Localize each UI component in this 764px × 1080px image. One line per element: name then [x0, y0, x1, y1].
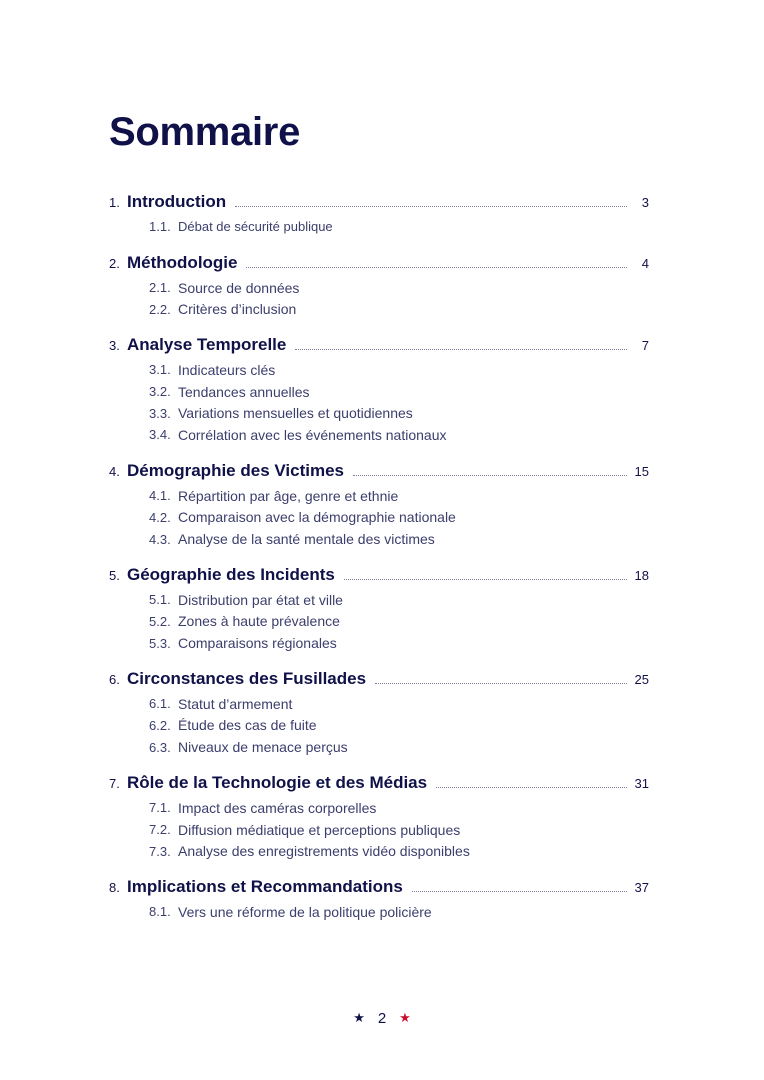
toc-subsection-entry[interactable]	[109, 277, 649, 299]
subsection-number: 7.3.	[149, 843, 171, 859]
subsection-title: Distribution par état et ville	[178, 591, 343, 608]
toc-section	[109, 459, 649, 550]
subsection-number: 3.2.	[149, 384, 171, 400]
toc-section	[109, 875, 649, 923]
toc-subsection-entry[interactable]	[109, 715, 649, 737]
dot-leader	[295, 348, 627, 350]
toc-subsection-entry[interactable]	[109, 381, 649, 403]
subsection-title: Indicateurs clés	[178, 361, 276, 378]
subsection-title: Analyse des enregistrements vidéo disponibles	[178, 843, 470, 860]
toc-subsection-entry[interactable]	[109, 901, 649, 923]
subsection-list	[109, 216, 649, 238]
toc-section	[109, 771, 649, 862]
toc-section-entry[interactable]	[109, 333, 649, 355]
subsection-list	[109, 359, 649, 446]
subsection-number: 2.2.	[149, 301, 171, 317]
toc-subsection-entry[interactable]	[109, 402, 649, 424]
section-number: 7.	[109, 776, 120, 791]
section-title: Démographie des Victimes	[127, 460, 344, 480]
toc-section-entry[interactable]	[109, 563, 649, 585]
toc-section-entry[interactable]	[109, 251, 649, 273]
section-title: Analyse Temporelle	[127, 335, 287, 355]
subsection-list	[109, 277, 649, 320]
subsection-title: Analyse de la santé mentale des victimes	[178, 531, 435, 548]
section-page-number: 7	[641, 338, 649, 354]
toc-section	[109, 333, 649, 446]
subsection-number: 5.3.	[149, 635, 171, 651]
dot-leader	[436, 786, 626, 788]
dot-leader	[375, 682, 626, 684]
toc-subsection-entry[interactable]	[109, 485, 649, 507]
section-page-number: 25	[634, 671, 649, 687]
section-title: Méthodologie	[127, 252, 238, 272]
dot-leader	[235, 205, 627, 207]
subsection-title: Comparaison avec la démographie nationale	[178, 509, 456, 526]
subsection-number: 6.1.	[149, 696, 171, 712]
toc-subsection-entry[interactable]	[109, 797, 649, 819]
dot-leader	[246, 266, 627, 268]
section-page-number: 18	[634, 567, 649, 583]
subsection-number: 6.3.	[149, 739, 171, 755]
toc-subsection-entry[interactable]	[109, 736, 649, 758]
subsection-number: 3.4.	[149, 427, 171, 443]
subsection-title: Variations mensuelles et quotidiennes	[178, 405, 413, 422]
subsection-title: Vers une réforme de la politique policière	[178, 903, 432, 920]
section-title: Géographie des Incidents	[127, 564, 335, 584]
toc-subsection-entry[interactable]	[109, 528, 649, 550]
dot-leader	[412, 890, 627, 892]
section-page-number: 31	[634, 776, 649, 791]
toc-subsection-entry[interactable]	[109, 216, 649, 238]
section-title: Circonstances des Fusillades	[127, 668, 367, 688]
toc-section-entry[interactable]	[109, 190, 649, 212]
star-icon: ★	[353, 1010, 365, 1026]
toc-section	[109, 667, 649, 758]
subsection-title: Source de données	[178, 279, 300, 296]
subsection-title: Statut d’armement	[178, 695, 293, 712]
subsection-title: Comparaisons régionales	[178, 635, 337, 652]
subsection-number: 2.1.	[149, 280, 171, 296]
subsection-number: 5.1.	[149, 592, 171, 608]
subsection-list	[109, 901, 649, 923]
subsection-number: 3.3.	[149, 405, 171, 421]
star-icon: ★	[399, 1010, 411, 1026]
toc-subsection-entry[interactable]	[109, 589, 649, 611]
toc-section	[109, 251, 649, 320]
subsection-number: 4.2.	[149, 509, 171, 525]
toc-section	[109, 563, 649, 654]
subsection-title: Diffusion médiatique et perceptions publiques	[178, 821, 461, 838]
toc-section-entry[interactable]	[109, 771, 649, 793]
page-title: Sommaire	[109, 110, 301, 154]
subsection-number: 7.2.	[149, 822, 171, 838]
subsection-number: 5.2.	[149, 613, 171, 629]
section-title: Introduction	[127, 192, 227, 211]
section-number: 4.	[109, 463, 120, 479]
section-number: 8.	[109, 880, 120, 896]
toc-subsection-entry[interactable]	[109, 359, 649, 381]
page-footer	[0, 1009, 764, 1027]
subsection-title: Impact des caméras corporelles	[178, 799, 377, 816]
subsection-number: 4.3.	[149, 531, 171, 547]
toc-section-entry[interactable]	[109, 667, 649, 689]
section-number: 6.	[109, 671, 120, 687]
subsection-number: 7.1.	[149, 800, 171, 816]
subsection-title: Étude des cas de fuite	[178, 717, 317, 734]
subsection-title: Répartition par âge, genre et ethnie	[178, 487, 399, 504]
subsection-number: 6.2.	[149, 717, 171, 733]
subsection-title: Zones à haute prévalence	[178, 613, 340, 630]
table-of-contents	[109, 190, 649, 936]
toc-section	[109, 190, 649, 238]
toc-section-entry[interactable]	[109, 875, 649, 897]
subsection-list	[109, 797, 649, 862]
subsection-number: 1.1.	[149, 219, 171, 235]
toc-subsection-entry[interactable]	[109, 632, 649, 654]
toc-subsection-entry[interactable]	[109, 611, 649, 633]
page-number: 2	[377, 1009, 387, 1027]
section-number: 5.	[109, 567, 120, 583]
section-title: Rôle de la Technologie et des Médias	[127, 773, 428, 792]
dot-leader	[344, 578, 627, 580]
toc-subsection-entry[interactable]	[109, 840, 649, 862]
subsection-list	[109, 693, 649, 758]
subsection-title: Corrélation avec les événements nationaux	[178, 426, 447, 443]
subsection-title: Débat de sécurité publique	[178, 219, 333, 235]
subsection-title: Tendances annuelles	[178, 383, 310, 400]
dot-leader	[353, 474, 627, 476]
toc-section-entry[interactable]	[109, 459, 649, 481]
subsection-number: 4.1.	[149, 488, 171, 504]
section-number: 2.	[109, 255, 120, 271]
section-title: Implications et Recommandations	[127, 877, 403, 897]
subsection-list	[109, 485, 649, 550]
subsection-title: Niveaux de menace perçus	[178, 739, 348, 756]
section-page-number: 4	[641, 255, 649, 271]
subsection-number: 3.1.	[149, 362, 171, 378]
toc-subsection-entry[interactable]	[109, 507, 649, 529]
toc-subsection-entry[interactable]	[109, 298, 649, 320]
section-page-number: 15	[634, 463, 649, 479]
toc-subsection-entry[interactable]	[109, 693, 649, 715]
section-page-number: 37	[634, 880, 649, 896]
section-number: 3.	[109, 338, 120, 354]
subsection-number: 8.1.	[149, 904, 171, 920]
toc-subsection-entry[interactable]	[109, 424, 649, 446]
subsection-list	[109, 589, 649, 654]
section-number: 1.	[109, 195, 120, 210]
toc-subsection-entry[interactable]	[109, 819, 649, 841]
section-page-number: 3	[641, 195, 649, 210]
subsection-title: Critères d’inclusion	[178, 301, 297, 318]
